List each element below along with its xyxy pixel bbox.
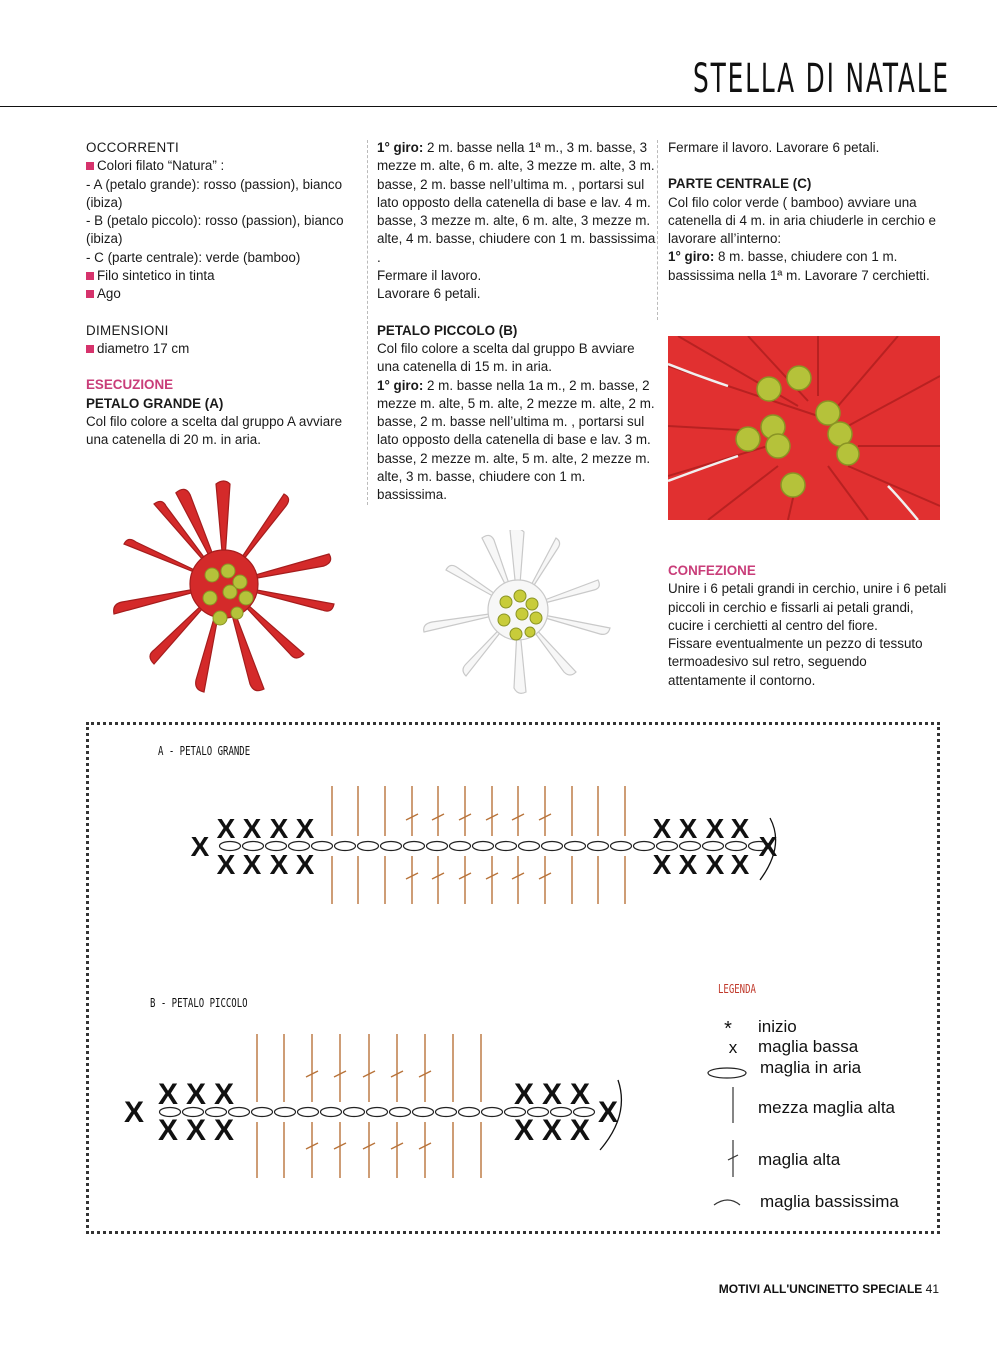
- chain-stitch: [413, 1108, 434, 1117]
- x-stitch: X: [678, 813, 698, 844]
- giro-text: 8 m. basse, chiudere con 1 m. bassissima nella 1ª m. Lavorare 7 cerchietti.: [668, 249, 930, 283]
- x-stitch: X: [652, 849, 672, 880]
- chain-stitch: [588, 842, 609, 851]
- parte-centrale-text: Col filo color verde ( bamboo) avviare una catenella di 4 m. in aria chiuderle in cerchio e lavorare all’interno:: [668, 194, 936, 247]
- footer-title: MOTIVI ALL'UNCINETTO SPECIALE: [718, 1282, 923, 1296]
- column-2: [377, 139, 657, 505]
- list-item: Filo sintetico in tinta: [86, 267, 366, 285]
- chain-stitch: [611, 842, 632, 851]
- chain-stitch: [427, 842, 448, 851]
- x-stitch: X: [185, 1114, 207, 1147]
- x-stitch: X: [678, 849, 698, 880]
- legend-inizio: inizio: [758, 1017, 797, 1036]
- giro-text: 2 m. basse nella 1ª m., 3 m. basse, 3 mezze m. alte, 6 m. alte, 3 mezze m. alte, 3 m. basse, 2 m. basse nell’ultima m. , portarsi sul lato opposto della catenella di base e lav. 4 m. basse, 3 mezze m. alte, 6 m. alte, 3 mezze m. alte, 4 m. basse, chiudere con 1 m. bassissima .: [377, 140, 656, 265]
- column-1: [86, 139, 366, 449]
- x-stitch: X: [157, 1114, 179, 1147]
- chain-stitch: [367, 1108, 388, 1117]
- column-separator: [657, 140, 658, 320]
- x-stitch: X: [295, 813, 315, 844]
- x-stitch: X: [216, 813, 236, 844]
- chain-stitch: [482, 1108, 503, 1117]
- x-stitch: X: [190, 831, 210, 862]
- confezione-text: Fissare eventualmente un pezzo di tessuto termoadesivo sul retro, seguendo attentamente il contorno.: [668, 636, 923, 688]
- chain-stitch: [298, 1108, 319, 1117]
- chain-stitch: [381, 842, 402, 851]
- chain-stitch: [519, 842, 540, 851]
- legend-symbols: [700, 1015, 760, 1215]
- legend-title: LEGENDA: [718, 982, 756, 996]
- legend-maglia-alta: maglia alta: [758, 1150, 841, 1169]
- x-stitch: X: [123, 1096, 145, 1129]
- x-stitch: X: [541, 1114, 563, 1147]
- confezione-text: Unire i 6 petali grandi in cerchio, unire i 6 petali piccoli in cerchio e fissarli ai petali grandi, cucire i cerchietti al centro del fiore.: [668, 581, 947, 633]
- chain-icon: [708, 1068, 746, 1078]
- x-stitch: X: [730, 849, 750, 880]
- esecuzione-heading: ESECUZIONE: [86, 377, 174, 393]
- x-stitch: X: [295, 849, 315, 880]
- list-item: Colori filato “Natura” :: [86, 157, 366, 175]
- legend-mezza-maglia-alta: mezza maglia alta: [758, 1098, 896, 1117]
- list-item: - A (petalo grande): rosso (passion), bianco (ibiza): [86, 176, 343, 210]
- slst-icon: [714, 1200, 740, 1205]
- page-number: 41: [925, 1282, 939, 1296]
- chain-stitch: [252, 1108, 273, 1117]
- page-title: STELLA DI NATALE: [693, 56, 950, 102]
- x-stitch: X: [705, 849, 725, 880]
- chain-stitch: [390, 1108, 411, 1117]
- occorrenti-heading: OCCORRENTI: [86, 140, 180, 155]
- x-stitch: X: [242, 813, 262, 844]
- chain-stitch: [459, 1108, 480, 1117]
- diagram-b-label: B - PETALO PICCOLO: [150, 996, 248, 1010]
- fermare-text: Fermare il lavoro.: [377, 268, 482, 284]
- chain-stitch: [358, 842, 379, 851]
- x-stitch: X: [216, 849, 236, 880]
- x-stitch: X: [730, 813, 750, 844]
- x-stitch: X: [185, 1078, 207, 1111]
- dimensioni-heading: DIMENSIONI: [86, 322, 169, 338]
- list-item: Ago: [86, 285, 366, 303]
- legend-maglia-bassissima: maglia bassissima: [760, 1192, 899, 1211]
- white-flower-photo: [418, 530, 616, 694]
- x-stitch: X: [652, 813, 672, 844]
- parte-centrale-heading: PARTE CENTRALE (C): [668, 176, 812, 192]
- x-stitch: X: [597, 1096, 619, 1129]
- petalo-piccolo-heading: PETALO PICCOLO (B): [377, 322, 518, 338]
- chain-stitch: [335, 842, 356, 851]
- petalo-grande-heading: PETALO GRANDE (A): [86, 395, 224, 411]
- x-stitch: X: [513, 1078, 535, 1111]
- chain-stitch: [275, 1108, 296, 1117]
- lavorare-text: Lavorare 6 petali.: [377, 286, 481, 302]
- x-stitch: X: [157, 1078, 179, 1111]
- list-item: - C (parte centrale): verde (bamboo): [86, 249, 301, 265]
- chain-stitch: [312, 842, 333, 851]
- confezione-heading: CONFEZIONE: [668, 563, 756, 578]
- column-separator: [367, 140, 368, 505]
- legend-maglia-in-aria: maglia in aria: [760, 1058, 862, 1077]
- chain-stitch: [496, 842, 517, 851]
- diagram-b-chart: [120, 1020, 640, 1180]
- x-icon: x: [728, 1038, 738, 1057]
- giro-label: 1° giro:: [377, 377, 424, 393]
- list-item: diametro 17 cm: [86, 340, 366, 358]
- chain-stitch: [473, 842, 494, 851]
- x-stitch: X: [541, 1078, 563, 1111]
- closeup-photo: [668, 336, 940, 520]
- column-3: [668, 139, 948, 285]
- chain-stitch: [344, 1108, 365, 1117]
- giro-label: 1° giro:: [377, 140, 424, 155]
- chain-stitch: [450, 842, 471, 851]
- x-stitch: X: [242, 849, 262, 880]
- red-flower-photo: [100, 478, 342, 696]
- x-stitch: X: [513, 1114, 535, 1147]
- asterisk-icon: *: [724, 1018, 732, 1040]
- legend-maglia-bassa: maglia bassa: [758, 1037, 859, 1056]
- chain-stitch: [404, 842, 425, 851]
- page-footer: [719, 1282, 939, 1296]
- x-stitch: X: [213, 1114, 235, 1147]
- list-item: - B (petalo piccolo): rosso (passion), bianco (ibiza): [86, 213, 344, 247]
- x-stitch: X: [269, 849, 289, 880]
- diagram-a-chart: [180, 770, 790, 910]
- chain-stitch: [565, 842, 586, 851]
- chain-stitch: [542, 842, 563, 851]
- chain-stitch: [436, 1108, 457, 1117]
- giro-label: 1° giro:: [668, 249, 715, 265]
- x-stitch: X: [569, 1114, 591, 1147]
- chain-stitch: [321, 1108, 342, 1117]
- chain-stitch: [634, 842, 655, 851]
- diagram-a-label: A - PETALO GRANDE: [158, 744, 251, 758]
- confezione-block: [668, 562, 948, 690]
- title-rule: [0, 106, 997, 107]
- fermare-text: Fermare il lavoro. Lavorare 6 petali.: [668, 140, 880, 155]
- x-stitch: X: [213, 1078, 235, 1111]
- x-stitch: X: [269, 813, 289, 844]
- petalo-grande-text: Col filo colore a scelta dal gruppo A avviare una catenella di 20 m. in aria.: [86, 413, 343, 448]
- x-stitch: X: [569, 1078, 591, 1111]
- x-stitch: X: [758, 831, 778, 862]
- x-stitch: X: [705, 813, 725, 844]
- giro-text: 2 m. basse nella 1a m., 2 m. basse, 2 mezze m. alte, 5 m. alte, 2 mezze m. alte, 2 m. basse, 2 m. basse nell’ultima m. , portarsi sul lato opposto della catenella di base e lav. 3 m. basse, 2 mezze m. alte, 5 m. alte, 2 mezze m. alte, 3 m. basse, chiudere con 1 m. bassissima.: [377, 377, 655, 503]
- petalo-piccolo-text: Col filo colore a scelta dal gruppo B avviare una catenella di 15 m. in aria.: [377, 340, 635, 375]
